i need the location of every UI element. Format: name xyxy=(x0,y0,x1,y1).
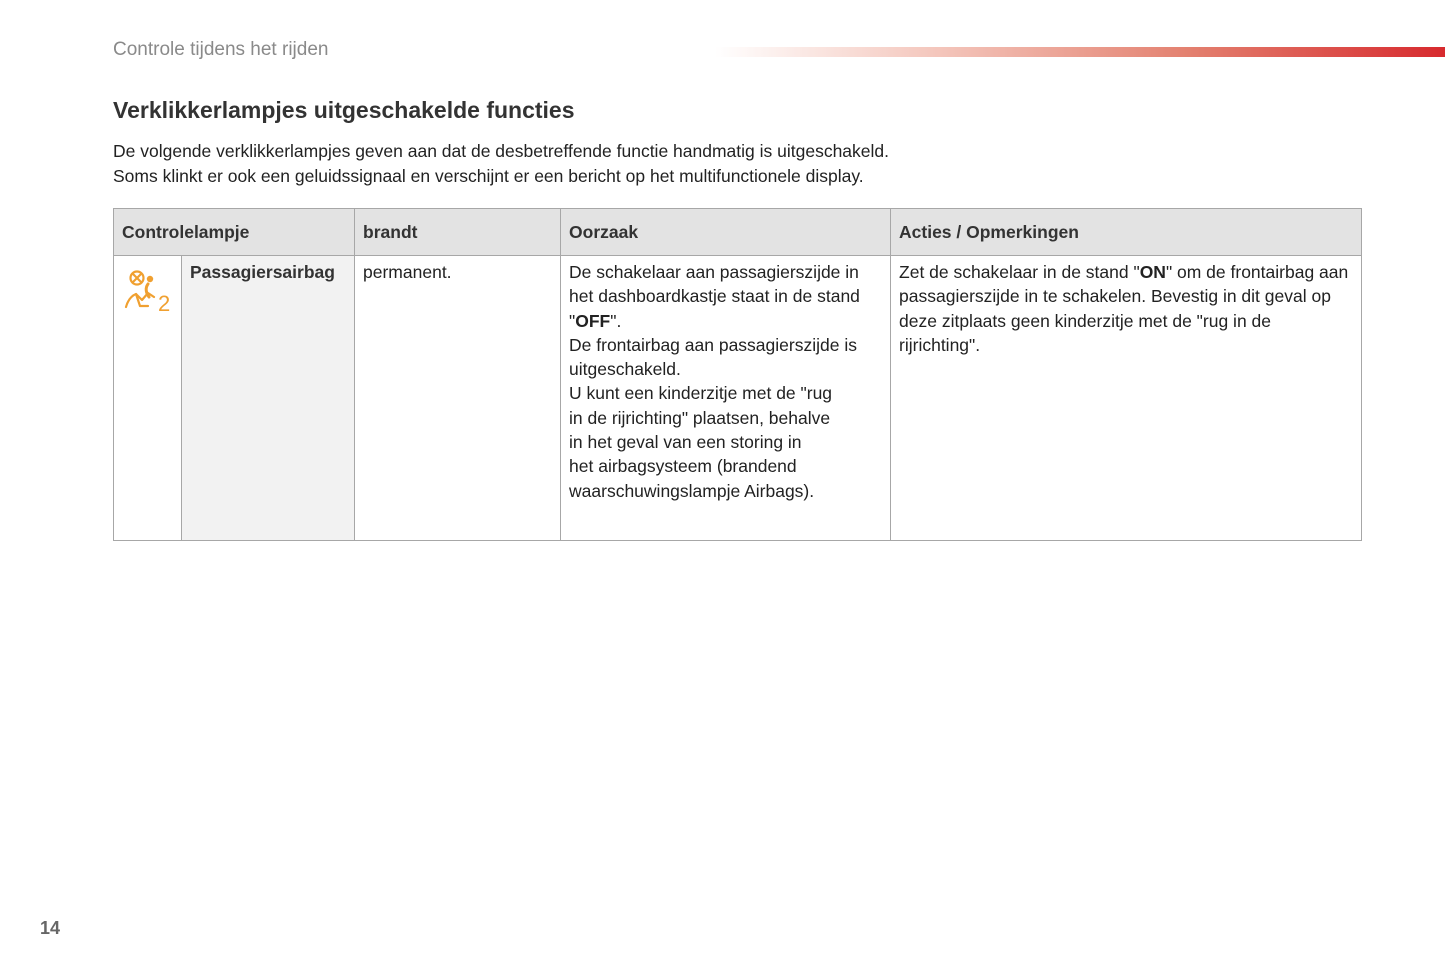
oorzaak-line-3a: U kunt een kinderzitje met de "rug xyxy=(569,383,833,404)
acties-text-2: " om de frontairbag aan passagierszijde in te schakelen. Bevestig in dit geval op deze zitplaats geen kinderzitje met de "rug in de rijrichting". xyxy=(899,262,1349,355)
lamp-name: Passagiersairbag xyxy=(182,256,355,541)
acties-text-1: Zet de schakelaar in de stand " xyxy=(899,262,1140,282)
intro-line-2: Soms klinkt er ook een geluidssignaal en verschijnt er een bericht op het multifunctionele display. xyxy=(113,165,864,186)
column-header-lamp: Controlelampje xyxy=(114,209,355,256)
oorzaak-line-3d: het airbagsysteem (brandend xyxy=(569,456,797,477)
column-header-brandt: brandt xyxy=(355,209,561,256)
oorzaak-text-1: De schakelaar aan passagierszijde in het dashboardkastje staat in de stand " xyxy=(569,262,860,331)
section-title: Controle tijdens het rijden xyxy=(113,39,329,60)
passenger-airbag-off-icon xyxy=(122,270,174,314)
oorzaak-line-3c: in het geval van een storing in xyxy=(569,432,802,453)
table-header-row xyxy=(114,209,1362,256)
lamp-icon-cell xyxy=(114,256,182,541)
oorzaak-off-label: OFF xyxy=(575,310,611,331)
intro-text xyxy=(113,139,1213,188)
oorzaak-line-2: De frontairbag aan passagierszijde is uitgeschakeld. xyxy=(569,334,857,380)
brandt-cell: permanent. xyxy=(355,256,561,541)
warning-lamp-table xyxy=(113,208,1362,541)
header-accent-bar xyxy=(715,47,1445,57)
column-header-acties: Acties / Opmerkingen xyxy=(891,209,1362,256)
column-header-oorzaak: Oorzaak xyxy=(561,209,891,256)
acties-on-label: ON xyxy=(1139,262,1166,282)
oorzaak-cell xyxy=(561,256,891,541)
page-number: 14 xyxy=(40,918,61,938)
oorzaak-line-3e: waarschuwingslampje Airbags). xyxy=(569,480,815,501)
page-heading: Verklikkerlampjes uitgeschakelde functies xyxy=(113,97,575,123)
airbag-icon-label: 2 xyxy=(157,291,170,314)
intro-line-1: De volgende verklikkerlampjes geven aan dat de desbetreffende functie handmatig is uitgeschakeld. xyxy=(113,141,889,161)
table-row xyxy=(114,256,1362,541)
acties-cell xyxy=(891,256,1362,541)
oorzaak-text-2: ". xyxy=(610,310,622,331)
oorzaak-line-3b: in de rijrichting" plaatsen, behalve xyxy=(569,407,831,428)
